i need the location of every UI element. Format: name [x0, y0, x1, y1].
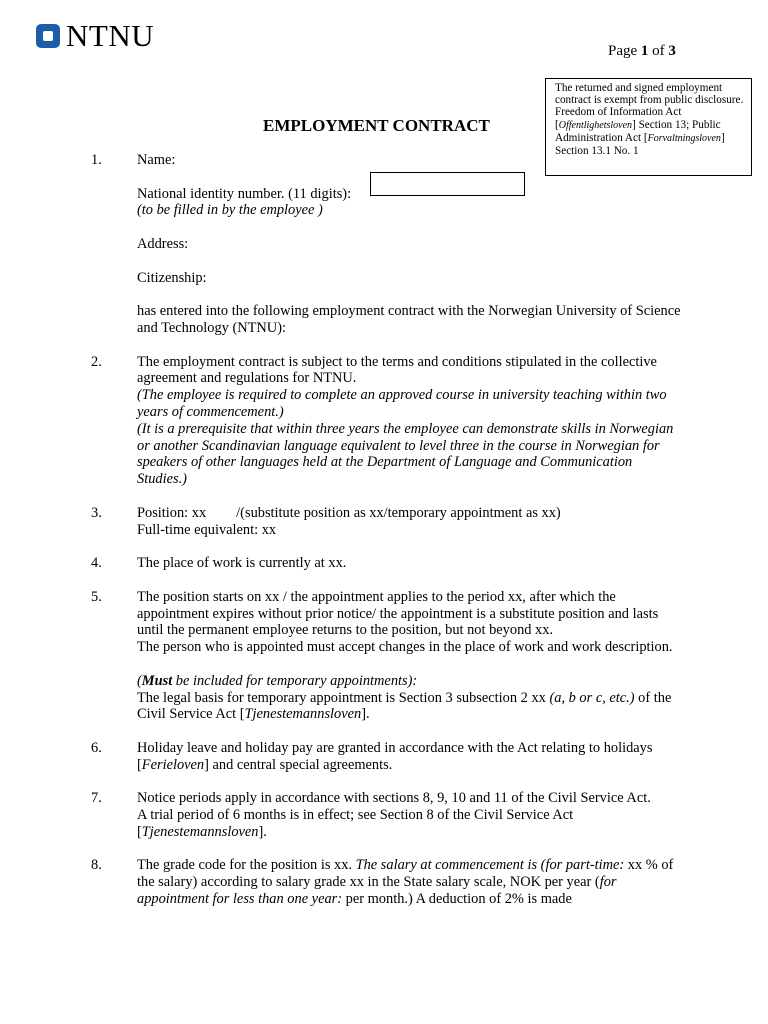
clause-5-text: The position starts on xx / the appointment applies to the period xx, after which the appointment expires without prior notice/ the appointment is a substitute position and lasts until the permanent employee returns to the position, but not beyond xx. The person who is appointed must accept changes in the place of work and work description.	[137, 588, 673, 656]
clause-6-text: Holiday leave and holiday pay are granted in accordance with the Act relating to holidays [Ferieloven] and central special agreements.	[137, 739, 653, 773]
clause-2-text: The employment contract is subject to the terms and conditions stipulated in the collective agreement and regulations for NTNU. (The employee is required to complete an approved course in university teaching within two years of commencement.) (It is a prerequisite that within three years the employee can demonstrate skills in Norwegian or another Scandinavian language equivalent to level three in the course in Norwegian for speakers of other languages held at the Department of Language and Communication Studies.)	[137, 353, 674, 488]
entered-statement: has entered into the following employment contract with the Norwegian University of Science and Technology (NTNU):	[137, 303, 681, 336]
clause-4-text: The place of work is currently at xx.	[137, 555, 347, 572]
clause-3	[91, 505, 681, 539]
clause-8	[91, 857, 681, 907]
contract-clauses	[91, 152, 681, 925]
clause-3-text: Position: xx /(substitute position as xx/temporary appointment as xx) Full-time equivalent: xx	[137, 504, 561, 538]
address-label: Address:	[137, 235, 189, 252]
clause-number: 8.	[91, 857, 102, 874]
clause-number: 1.	[91, 152, 102, 168]
logo-text: NTNU	[66, 18, 155, 53]
clause-4	[91, 555, 681, 572]
clause-number: 7.	[91, 790, 102, 807]
clause-7-text: Notice periods apply in accordance with sections 8, 9, 10 and 11 of the Civil Service Act. A trial period of 6 months is in effect; see Section 8 of the Civil Service Act [Tjenestemannsloven].	[137, 790, 651, 840]
document-title: EMPLOYMENT CONTRACT	[263, 116, 490, 135]
citizenship-label: Citizenship:	[137, 269, 207, 286]
clause-number: 2.	[91, 353, 102, 370]
clause-number: 5.	[91, 588, 102, 605]
clause-5-legal-basis: (Must be included for temporary appointments): The legal basis for temporary appointment is Section 3 subsection 2 xx (a, b or c, etc.) of the Civil Service Act [Tjenestemannsloven].	[137, 672, 672, 723]
ntnu-logo	[36, 20, 154, 52]
clause-2	[91, 354, 681, 488]
disclosure-notice-box: The returned and signed employment contract is exempt from public disclosure. Freedom of Information Act [Offentlighetsloven] Section 13; Public Administration Act [Forvaltningsloven] Section 13.1 No. 1	[545, 78, 752, 176]
clause-number: 4.	[91, 555, 102, 572]
clause-6	[91, 740, 681, 774]
ntnu-logo-icon	[36, 24, 60, 48]
clause-8-text: The grade code for the position is xx. The salary at commencement is (for part-time: xx % of the salary) according to salary grade xx in the State salary scale, NOK per year (for appointment for less than one year: per month.) A deduction of 2% is made	[137, 857, 674, 908]
clause-number: 3.	[91, 504, 102, 521]
clause-7	[91, 790, 681, 840]
clause-number: 6.	[91, 739, 102, 756]
name-label: Name:	[137, 152, 176, 168]
clause-1	[91, 152, 681, 337]
clause-5	[91, 589, 681, 723]
national-id-block: National identity number. (11 digits): (to be filled in by the employee )	[137, 185, 352, 219]
page-number: Page 1 of 3	[608, 43, 676, 59]
